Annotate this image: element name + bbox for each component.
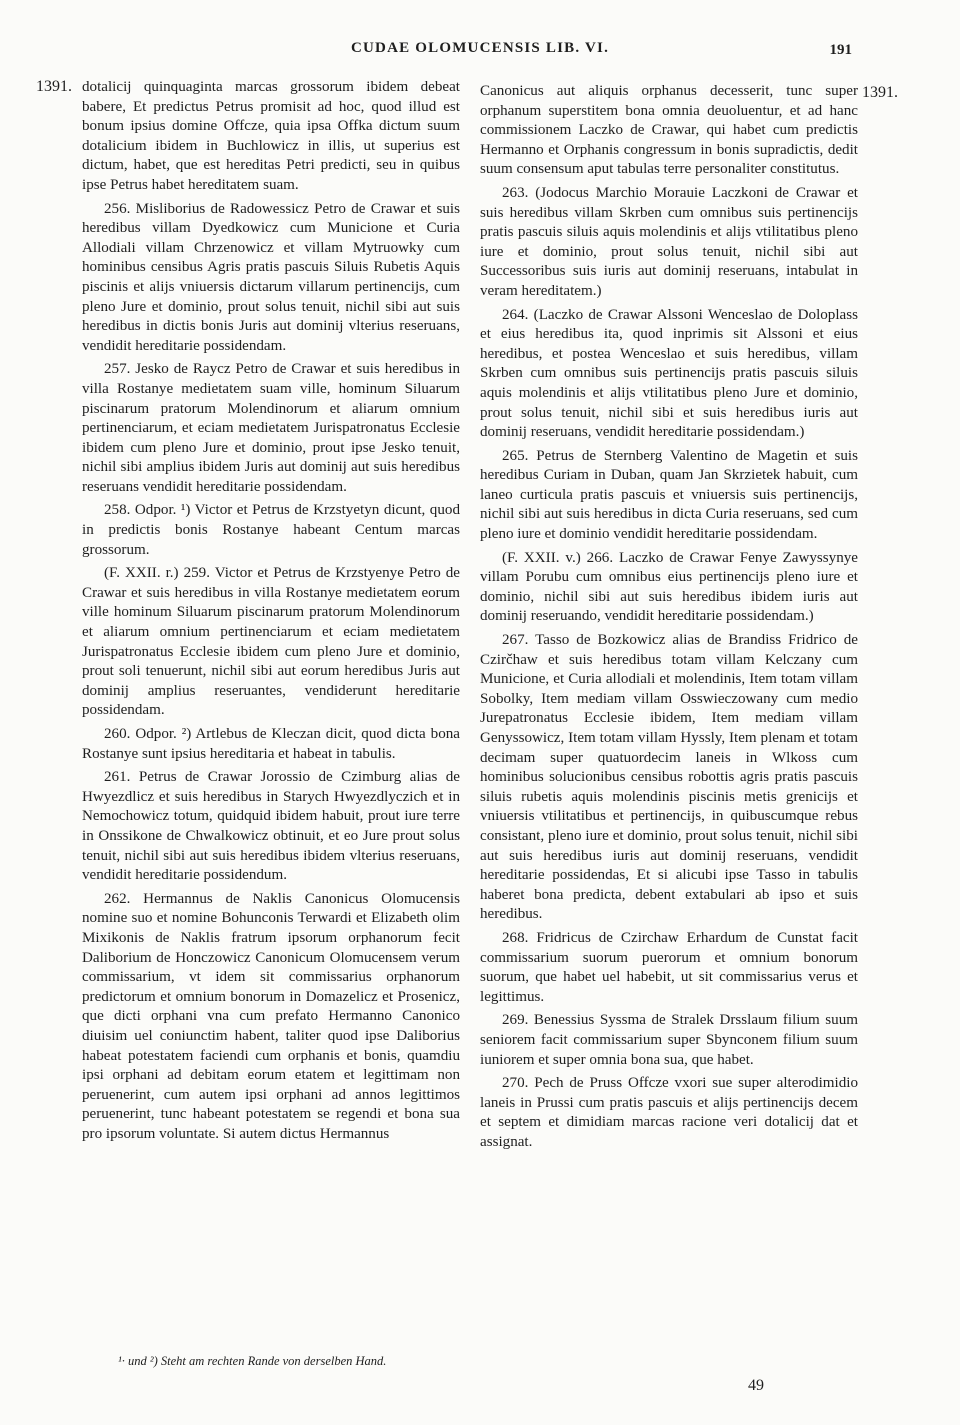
entry-paragraph: dotalicij quinquaginta marcas grossorum ibidem debeat babere, Et predictus Petrus promisit ad hoc, quod illud est bonum ipsius domine Offcze, quia ipsa Offka dictum suum dotalicium ibidem in Buchlowicz in illis, ut superius est dictum, habet, que est hereditas Petri predicti, seu in quibus ipse Petrus habet hereditatem suam. <box>82 79 460 193</box>
entry-paragraph: 264. (Laczko de Crawar Alssoni Wenceslao de Doloplass et eius heredibus ita, quod inprimis sit Alssoni et eius heredibus, et postea Wenceslao et suis heredibus, villam Skrben cum omnibus suis pertinencijs pratis pascuis siluis aquis molendinis et alijs vtilitatibus pleno Jure et dominio, prout solus tenuit, nichil sibi et suis heredibus iuris aut dominij reseruans, vendidit hereditarie possidendam.) <box>480 306 858 441</box>
running-title: CUDAE OLOMUCENSIS LIB. VI. <box>350 40 610 56</box>
footnote: ¹· und ²) Steht am rechten Rande von derselben Hand. <box>118 1354 387 1368</box>
entry-paragraph: (F. XXII. v.) 266. Laczko de Crawar Fenye Zawyssynye villam Porubu cum omnibus eius pertinencijs pleno iure et dominio, nichil sibi aut suis heredibus ibidem iuris aut dominij reseruando, vendidit hereditarie possidendam.) <box>480 549 858 625</box>
left-column <box>82 78 460 1148</box>
entry-paragraph: 258. Odpor. ¹) Victor et Petrus de Krzstyetyn dicunt, quod in predictis bonis Rostanye habeant Centum marcas grossorum. <box>82 502 460 558</box>
right-column <box>480 82 858 1156</box>
entry-paragraph: 257. Jesko de Raycz Petro de Crawar et suis heredibus in villa Rostanye medietatem suam ville, hominum Siluarum piscinarum pratorum Molendinorum et aliarum omnium pertinenciarum, et eciam medietatem Jurispatronatus Ecclesie ibidem cum pleno Jure et dominio, prout ipse Jesko tenuit, nichil sibi amplius ibidem Juris aut dominij aut suis heredibus reseruans vendidit hereditarie possidendam. <box>82 361 460 495</box>
margin-year-left: 1391. <box>36 78 72 95</box>
entry-paragraph: 263. (Jodocus Marchio Morauie Laczkoni de Crawar et suis heredibus villam Skrben cum omnibus suis pertinencijs pratis pascuis siluis aquis molendinis et alijs vtilitatibus pleno iure et dominio, prout solus tenuit, nichil sibi aut Successoribus suis iuris aut dominij reseruans, intabulat in veram hereditatem.) <box>480 184 858 299</box>
entry-paragraph: 270. Pech de Pruss Offcze vxori sue super alterodimidio laneis in Prussi cum pratis pascuis et alijs pertinencijs decem et septem et dimidiam marcas racione veri dotalicij dat et assignat. <box>480 1075 858 1150</box>
entry-paragraph: 262. Hermannus de Naklis Canonicus Olomucensis nomine suo et nomine Bohunconis Terwardi et Elizabeth olim Mixikonis de Naklis fratrum ipsorum orphanorum fecit Daliborium de Honczowicz Canonicum Olomucensem verum commissarium, vt idem sit commissarius orphanorum predictorum et omnium bonorum in Domazelicz et Prosenicz, que dicti orphani vna cum prefato Hermanno Canonico diuisim uel coniunctim habent, taliter quod ipse Daliborius habeat potestatem faciendi cum orphanis et bonis, quamdiu ipsi orphani ad debitam eorum etatem et legittimam non peruenerint, cum autem ipsi orphani ad annos legittimos peruenerint, tunc habeant potestatem se regendi et bona sua pro ipsorum voluntate. Si autem dictus Hermannus <box>82 890 460 1142</box>
entry-paragraph: 256. Misliborius de Radowessicz Petro de Crawar et suis heredibus villam Dyedkowicz cum Municione et Curia Allodiali villam Chrzenowicz et villam Mytruowky cum hominibus censibus Agris pratis pascuis Siluis Rubetis Aquis piscinis et alijs vniuersis dictarum villarum pertinencijs, cum pleno Jure et dominio, prout solus tenuit, nichil sibi aut suis heredibus in dictis bonis Juris aut dominij vlterius reseruans, vendidit hereditarie possidendam. <box>82 200 460 354</box>
entry-paragraph: 261. Petrus de Crawar Jorossio de Czimburg alias de Hwyezdlicz et suis heredibus in Starych Hwyezdlyczich et in Nemochowicz totum, quidquid ibidem habuit, prout iure terre in Onssikone de Chwalkowicz obtinuit, et eo Jure prout solus tenuit, nichil sibi aut suis heredibus ibidem vlterius reseruans, vendidit hereditarie possidendum. <box>82 769 460 884</box>
entry-paragraph: 268. Fridricus de Czirchaw Erhardum de Cunstat facit commissarium suorum puerorum et omnium bonorum suorum, que habet uel habebit, ut sit commissarius verus et legittimus. <box>480 929 858 1005</box>
entry-paragraph: 267. Tasso de Bozkowicz alias de Brandiss Fridrico de Czirčhaw et suis heredibus totam villam Kelczany cum Municione, et Curia allodiali et molendinis, Item totam villam Sobolky, Item mediam villam Osswieczowany cum medio Jurepatronatus Ecclesie ibidem, Item mediam villam Genyssowicz, Item totam villam Hyssly, Item plenam et totam decimam super quatuordecim laneis in Wlkoss cum hominibus solucionibus censibus robottis agris pratis pascuis siluis rubetis aquis molendinis piscinis metis grenicijs et vniuersis vtilitatibus et pertinencijs, in quibuscumque rebus consistant, pleno iure et dominio, prout solus tenuit, nichil sibi aut suis heredibus iuris aut dominij reseruans, vendidit hereditarie possidendas, Et si alicubi ipse Tasso in tabulis haberet bona predicta, debent extabulari ab ipso et suis heredibus. <box>480 632 858 923</box>
margin-year-right: 1391. <box>862 84 898 101</box>
entry-paragraph: (F. XXII. r.) 259. Victor et Petrus de Krzstyenye Petro de Crawar et suis heredibus in villa Rostanye medietatem eorum ville hominum Siluarum piscinarum pratorum Molendinorum et aliarum omnium pertinenciarum et eciam medietatem Jurispatronatus Ecclesie ibidem cum pleno Jure et dominio, prout soli tenuerunt, nichil sibi aut eorum heredibus Juris aut dominij amplius reseruantes, vendiderunt hereditarie possidendam. <box>82 565 460 719</box>
entry-paragraph: Canonicus aut aliquis orphanus decesserit, tunc super orphanum superstitem bona omnia deuoluentur, et ad hanc commissionem Laczko de Crawar, qui habet cum predictis Hermanno et Orphanis congressum in bonis supradictis, dedit suum consensum aput tabulas terre personaliter constitutus. <box>480 83 858 178</box>
entry-paragraph: 269. Benessius Syssma de Stralek Drsslaum filium suum seniorem facit commissarium super Sbynconem filium suum iuniorem et super omnia bona sua, que habet. <box>480 1012 858 1068</box>
signature-mark: 49 <box>748 1377 764 1394</box>
entry-paragraph: 260. Odpor. ²) Artlebus de Kleczan dicit, quod dicta bona Rostanye sunt ipsius hereditaria et habeat in tabulis. <box>82 726 460 762</box>
page-number: 191 <box>829 42 852 58</box>
entry-paragraph: 265. Petrus de Sternberg Valentino de Magetin et suis heredibus Curiam in Duban, quam Jan Skrzietek habuit, cum laneo curticula pratis pascuis et vniuersis suis pertinencijs, nichil sibi aut suis heredibus in dicta Curia reseruans, sed cum pleno iure et dominio vendidit hereditarie possidendam. <box>480 447 858 543</box>
